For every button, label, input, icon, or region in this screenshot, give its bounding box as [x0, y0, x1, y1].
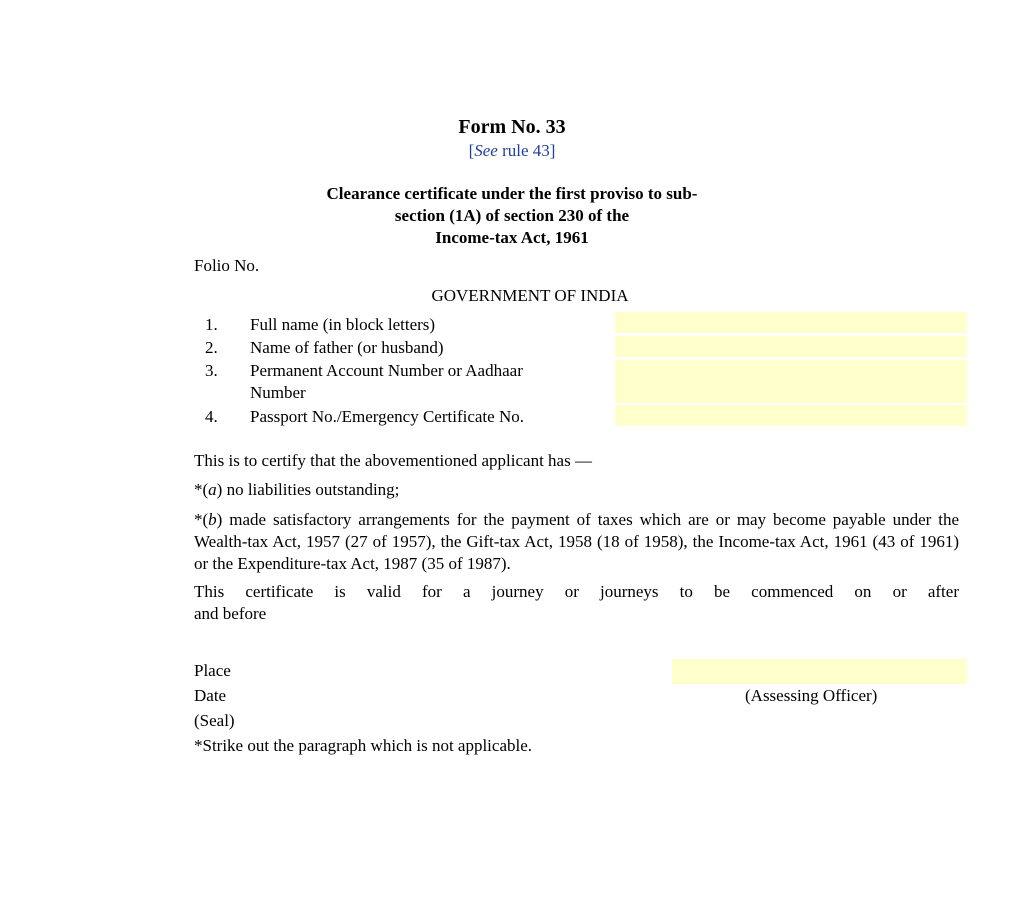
heading-line-3: Income-tax Act, 1961: [435, 228, 589, 247]
item-number: 3.: [205, 361, 218, 380]
certify-text: This is to certify that the abovementioned applicant has —: [194, 451, 592, 470]
item-label-pan-line-1: Permanent Account Number or Aadhaar: [250, 361, 523, 380]
father-name-field[interactable]: [615, 336, 967, 357]
item-label-full-name: Full name (in block letters): [250, 315, 436, 334]
item-label-pan-line-2: Number: [250, 383, 306, 402]
place-label: Place: [194, 661, 231, 680]
folio-label: Folio No.: [194, 256, 260, 275]
rule-reference: [0, 140, 1024, 162]
validity-line-2: and before: [194, 604, 267, 623]
pan-aadhaar-field[interactable]: [615, 360, 967, 403]
option-b: [194, 509, 959, 575]
place-field[interactable]: [672, 659, 967, 684]
rule-see: See: [474, 141, 498, 160]
option-a-prefix: *(: [194, 480, 209, 499]
date-label: Date: [194, 686, 227, 705]
item-label-father-name: Name of father (or husband): [250, 338, 444, 357]
rule-text: rule 43]: [497, 141, 556, 160]
government-label: GOVERNMENT OF INDIA: [431, 286, 629, 305]
option-b-letter: b: [208, 510, 217, 529]
item-label-pan: [250, 360, 580, 404]
certificate-heading: [300, 183, 724, 249]
rule-bracket: [: [468, 141, 475, 160]
item-number: 4.: [205, 407, 218, 426]
assessing-officer-label: (Assessing Officer): [745, 686, 878, 705]
full-name-field[interactable]: [615, 312, 967, 333]
passport-field[interactable]: [615, 405, 967, 426]
option-a: [194, 479, 959, 501]
form-title: Form No. 33: [458, 116, 566, 138]
option-a-text: ) no liabilities outstanding;: [216, 480, 400, 499]
strike-out-note: *Strike out the paragraph which is not applicable.: [194, 736, 533, 755]
seal-label: (Seal): [194, 711, 235, 730]
item-label-passport: Passport No./Emergency Certificate No.: [250, 407, 524, 426]
item-number: 2.: [205, 338, 218, 357]
validity-line-1: This certificate is valid for a journey or journeys to be commenced on or after: [194, 582, 959, 601]
heading-line-1: Clearance certificate under the first proviso to sub-: [326, 184, 698, 203]
heading-line-2: section (1A) of section 230 of the: [394, 206, 630, 225]
option-b-prefix: *(: [194, 510, 209, 529]
item-number: 1.: [205, 315, 218, 334]
option-b-text: ) made satisfactory arrangements for the payment of taxes which are or may become payable under the Wealth-tax Act, 1957 (27 of 1957), the Gift-tax Act, 1958 (18 of 1958), the Income-tax Act, 1961 (43 of 1961) or the Expenditure-tax Act, 1987 (35 of 1987).: [194, 510, 959, 573]
option-a-letter: a: [208, 480, 217, 499]
